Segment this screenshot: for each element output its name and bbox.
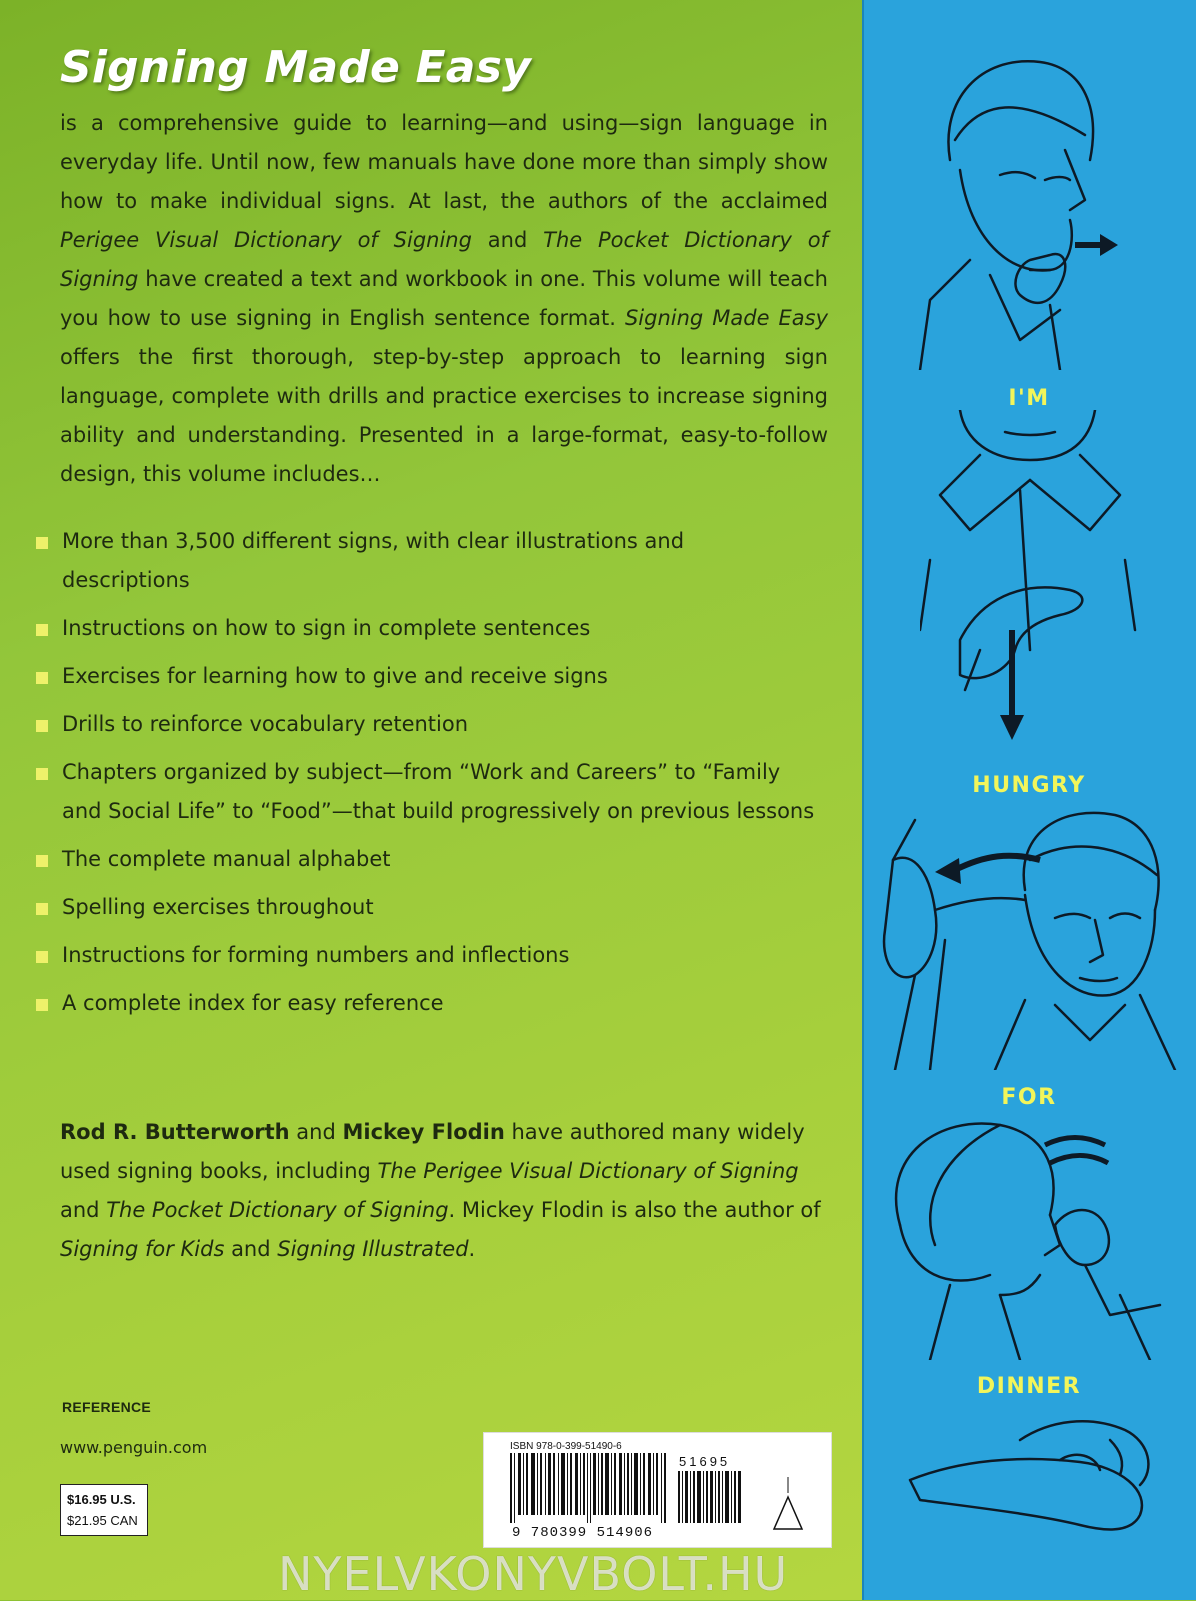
intro-title-ref: Perigee Visual Dictionary of Signing: [60, 228, 472, 252]
sign-word-dinner: DINNER: [976, 1374, 1082, 1399]
feature-text: Spelling exercises throughout: [62, 895, 374, 919]
price-code: 51695: [679, 1454, 731, 1469]
book-title-ref: The Pocket Dictionary of Signing: [106, 1198, 449, 1222]
square-bullet-icon: [36, 903, 48, 915]
isbn-digits: 9 780399 514906: [512, 1525, 654, 1541]
watermark-text: NYELVKONYVBOLT.HU: [278, 1547, 789, 1601]
square-bullet-icon: [36, 672, 48, 684]
square-bullet-icon: [36, 720, 48, 732]
sign-word-hungry: HUNGRY: [972, 773, 1086, 798]
square-bullet-icon: [36, 855, 48, 867]
author-name: Rod R. Butterworth: [60, 1120, 290, 1144]
square-bullet-icon: [36, 768, 48, 780]
feature-text: Drills to reinforce vocabulary retention: [62, 712, 469, 736]
feature-text: Chapters organized by subject—from “Work and Careers” to “Family and Social Life” to “Food”—that build progressively on previous lessons: [62, 760, 815, 823]
feature-list: [36, 522, 816, 1032]
author-bio-text: and: [224, 1237, 278, 1261]
author-bio-text: have authored many widely used signing books, including: [60, 1120, 805, 1183]
feature-text: Exercises for learning how to give and receive signs: [62, 664, 608, 688]
feature-item: [36, 609, 816, 648]
feature-item: [36, 984, 816, 1023]
square-bullet-icon: [36, 624, 48, 636]
barcode-icon: [510, 1453, 670, 1523]
intro-text: is a comprehensive guide to learning—and using—sign language in everyday life. Until now, few manuals have done more than simply show how to make individual signs. At last, the authors of the acclaimed: [60, 111, 828, 213]
category-label: REFERENCE: [62, 1399, 152, 1415]
sign-for-illustration: [875, 800, 1185, 1070]
feature-item: [36, 705, 816, 744]
sign-dinner-hands-illustration: [900, 1400, 1180, 1550]
price-box: [60, 1484, 148, 1536]
book-title-ref: Signing for Kids: [60, 1237, 225, 1261]
intro-title-ref: Signing Made Easy: [624, 306, 829, 330]
feature-item: [36, 840, 816, 879]
feature-item: [36, 657, 816, 696]
sign-im-illustration: [900, 40, 1140, 370]
sign-dinner-illustration: [880, 1115, 1180, 1360]
author-bio-text: . Mickey Flodin is also the author of: [448, 1198, 821, 1222]
author-bio-text: .: [468, 1237, 476, 1261]
feature-text: A complete index for easy reference: [62, 991, 444, 1015]
sign-word-for: FOR: [1001, 1085, 1057, 1110]
isbn-barcode-block: [483, 1432, 832, 1548]
author-bio-text: and: [289, 1120, 343, 1144]
intro-title-ref: The Pocket Dictionary of Signing: [60, 228, 829, 291]
feature-item: [36, 522, 816, 600]
sign-hungry-illustration: [920, 410, 1140, 750]
intro-paragraph: [60, 104, 828, 494]
feature-item: [36, 753, 816, 831]
intro-text: and: [471, 228, 544, 252]
feature-text: More than 3,500 different signs, with clear illustrations and descriptions: [62, 529, 685, 592]
price-us: $16.95 U.S.: [67, 1492, 136, 1507]
author-bio-text: and: [60, 1198, 107, 1222]
feature-item: [36, 888, 816, 927]
square-bullet-icon: [36, 951, 48, 963]
price-can: $21.95 CAN: [67, 1513, 138, 1528]
feature-text: The complete manual alphabet: [62, 847, 391, 871]
penguin-logo-icon: [768, 1473, 808, 1533]
intro-text: offers the first thorough, step-by-step approach to learning sign language, complete with drills and practice exercises to increase signing ability and understanding. Presented in a large-format, easy-to-follow design, this volume includes…: [60, 345, 828, 486]
intro-text: have created a text and workbook in one. This volume will teach you how to use signing in English sentence format.: [60, 267, 828, 330]
sign-word-im: I'M: [1008, 386, 1050, 411]
publisher-website: www.penguin.com: [60, 1438, 208, 1457]
addon-barcode-icon: [678, 1471, 742, 1523]
isbn-text: ISBN 978-0-399-51490-6: [510, 1441, 622, 1452]
feature-text: Instructions for forming numbers and inflections: [62, 943, 570, 967]
book-title-ref: Signing Illustrated: [277, 1237, 469, 1261]
book-title-ref: The Perigee Visual Dictionary of Signing: [377, 1159, 799, 1183]
author-bio: [60, 1113, 830, 1269]
author-name: Mickey Flodin: [342, 1120, 505, 1144]
feature-text: Instructions on how to sign in complete sentences: [62, 616, 591, 640]
square-bullet-icon: [36, 537, 48, 549]
feature-item: [36, 936, 816, 975]
book-title: Signing Made Easy: [60, 42, 531, 93]
square-bullet-icon: [36, 999, 48, 1011]
